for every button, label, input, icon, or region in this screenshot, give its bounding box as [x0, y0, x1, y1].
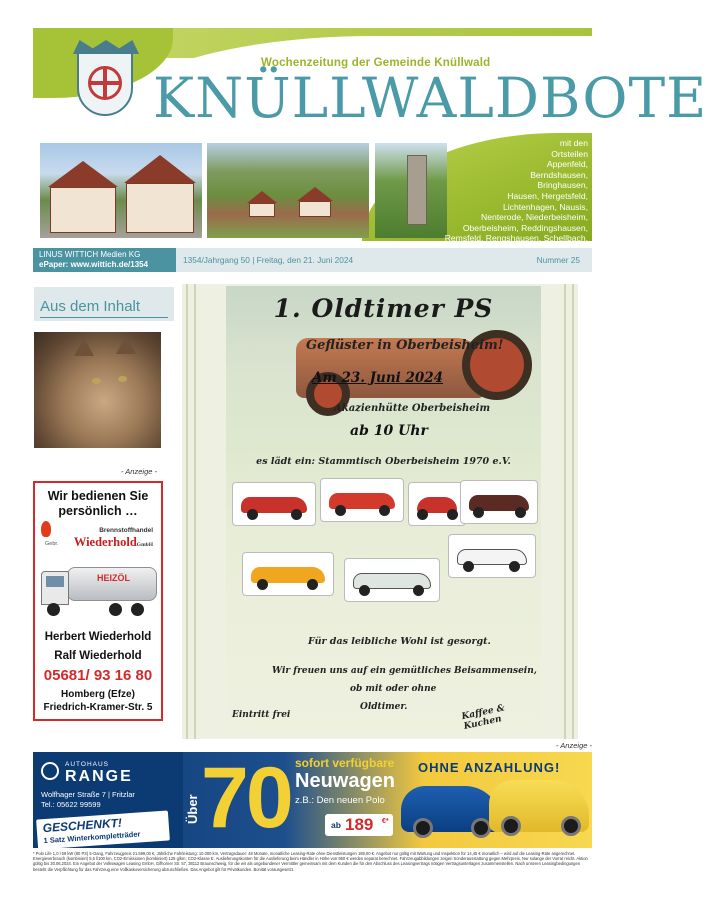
fuel-dealer-ad[interactable]: [33, 481, 163, 721]
issue-info-bar: [33, 248, 592, 272]
contents-heading: Aus dem Inhalt: [40, 298, 141, 315]
legal-fineprint: * Polo Life 1,0 l 59 kW (80 PS) 5-Gang, Fahrzeugpreis 21.599,00 €, Jährliche Fahrleistung: 10.000 km, Vertragsdauer: 48 Monate, monatliche Leasing-Rate ohne Dienstleistungen 189,00 €. Angebot nur gültig mit Wartung und Inspektion für 14,45 € monatlich – wird auf die Leasing-Rate angerechnet. Energieverbrauch (kombiniert) 5,5 l/100 km, CO2-Emissionen (kombiniert) 125 g/km; CO2-Klasse E. Auslieferungskosten für die Auslieferung beim Händler in Höhe von 950 € werden separat berechnet. Fahrzeugabbildungen zeigen Sonderausstattung gegen Mehrpreis. Nur solange der Vorrat reicht. Aktion gültig bis 30.06.2024. Ein Angebot der Volkswagen Leasing GmbH, Gifhorner Str. 57, 38112 Braunschweig, für die wir als ungebundener Vermittler gemeinsam mit dem Kunden die für den Abschluss des Leasingvertrags nötigen Vertragsunterlagen zusammenstellen. Nach unseren Leasingbedingungen besteht die Verpflichtung für das Fahrzeug eine Vollkaskoversicherung abzuschließen. Das Angebot gilt für Privatkunden. Bonität vorausgesetzt.: [33, 851, 588, 872]
issue-number: Nummer 25: [536, 255, 580, 265]
offer-text: sofort verfügbare Neuwagen z.B.: Den neuen Polo: [295, 756, 396, 806]
newspaper-title: KNÜLLWALDBOTE: [153, 66, 707, 130]
districts-list: mit den Ortsteilen Appenfeld, Berndshausen, Bringhausen, Hausen, Hergetsfeld, Lichtenhagen, Nausis, Nenterode, Niederbeisheim, Oberbeisheim, Reddingshausen, Remsfeld, Rengshausen, Schellbach,: [444, 138, 588, 244]
poster-date: Am 23. Juni 2024: [312, 370, 444, 386]
poster-time: ab 10 Uhr: [350, 423, 428, 439]
photo-village-view: [207, 143, 369, 238]
truck-label: HEIZÖL: [97, 573, 130, 583]
dealer-logo: Brennstoffhandel Gebr. WiederholdGmbH: [45, 527, 153, 549]
dealer-logo-icon: [41, 762, 59, 780]
poster-title: 1. Oldtimer PS: [273, 294, 494, 323]
publisher-box: [33, 248, 176, 272]
photo-timber-houses: [40, 143, 202, 238]
vw-car-yellow-image: [489, 780, 589, 832]
poster-message-3: Oldtimer.: [360, 702, 408, 712]
dealer-address: Homberg (Efze) Friedrich-Kramer-Str. 5: [43, 689, 153, 713]
car-image: [344, 558, 440, 602]
poster-message-1: Wir freuen uns auf ein gemütliches Beisammensein,: [272, 666, 537, 676]
photo-tower-ruin: [375, 143, 447, 238]
contents-heading-box: [34, 287, 174, 321]
no-down-payment-label: OHNE ANZAHLUNG!: [418, 760, 561, 775]
car-image: [242, 552, 334, 596]
ad-headline: Wir bedienen Sie persönlich …: [47, 489, 149, 518]
poster-venue: Akazienhütte Oberbeisheim: [334, 403, 491, 414]
vw-car-blue-image: [401, 786, 501, 832]
phone-number[interactable]: 05681/ 93 16 80: [43, 667, 153, 684]
car-image: [320, 478, 404, 522]
poster-message-2: ob mit oder ohne: [350, 684, 437, 694]
car-count: 70: [201, 750, 291, 846]
municipal-crest-icon: [77, 52, 133, 116]
publisher-name: LINUS WITTICH Medien KG: [39, 250, 141, 259]
owner-names: Herbert Wiederhold Ralf Wiederhold: [44, 631, 152, 662]
gift-banner: GESCHENKT! 1 Satz Winterkompletträder: [36, 810, 170, 849]
car-image: [232, 482, 316, 526]
tanker-truck-image: [39, 561, 159, 619]
poster-entry: Eintritt frei: [232, 710, 291, 720]
dealer-contact: Wolfhager Straße 7 | Fritzlar Tel.: 05622 99599: [41, 790, 135, 809]
car-image: [460, 480, 538, 524]
poster-coffee: Kaffee & Kuchen: [460, 703, 506, 732]
poster-subtitle: Geflüster in Oberbeisheim!: [306, 338, 504, 353]
price-tag: ab 189 €*: [325, 814, 393, 836]
poster-food: Für das leibliche Wohl ist gesorgt.: [308, 636, 491, 647]
issue-date: 1354/Jahrgang 50 | Freitag, den 21. Juni 2024: [183, 255, 354, 265]
event-poster-frame: [182, 284, 578, 739]
car-image: [448, 534, 536, 578]
poster-host: es lädt ein: Stammtisch Oberbeisheim 1970 e.V.: [256, 456, 511, 467]
event-poster: [226, 286, 541, 738]
dealer-logo-name: RANGE: [65, 768, 133, 785]
masthead: [33, 28, 707, 244]
masthead-slogan: Wochenzeitung der Gemeinde Knüllwald: [261, 57, 491, 69]
ad-label: - Anzeige -: [556, 741, 592, 750]
cat-photo: [34, 332, 161, 448]
car-dealer-ad[interactable]: [33, 752, 592, 848]
dealer-logo-small: AUTOHAUS: [65, 761, 109, 768]
epaper-link[interactable]: ePaper: www.wittich.de/1354: [39, 260, 149, 269]
over-label: Über: [185, 794, 200, 824]
ad-label: - Anzeige -: [121, 467, 157, 476]
car-image: [408, 482, 466, 526]
